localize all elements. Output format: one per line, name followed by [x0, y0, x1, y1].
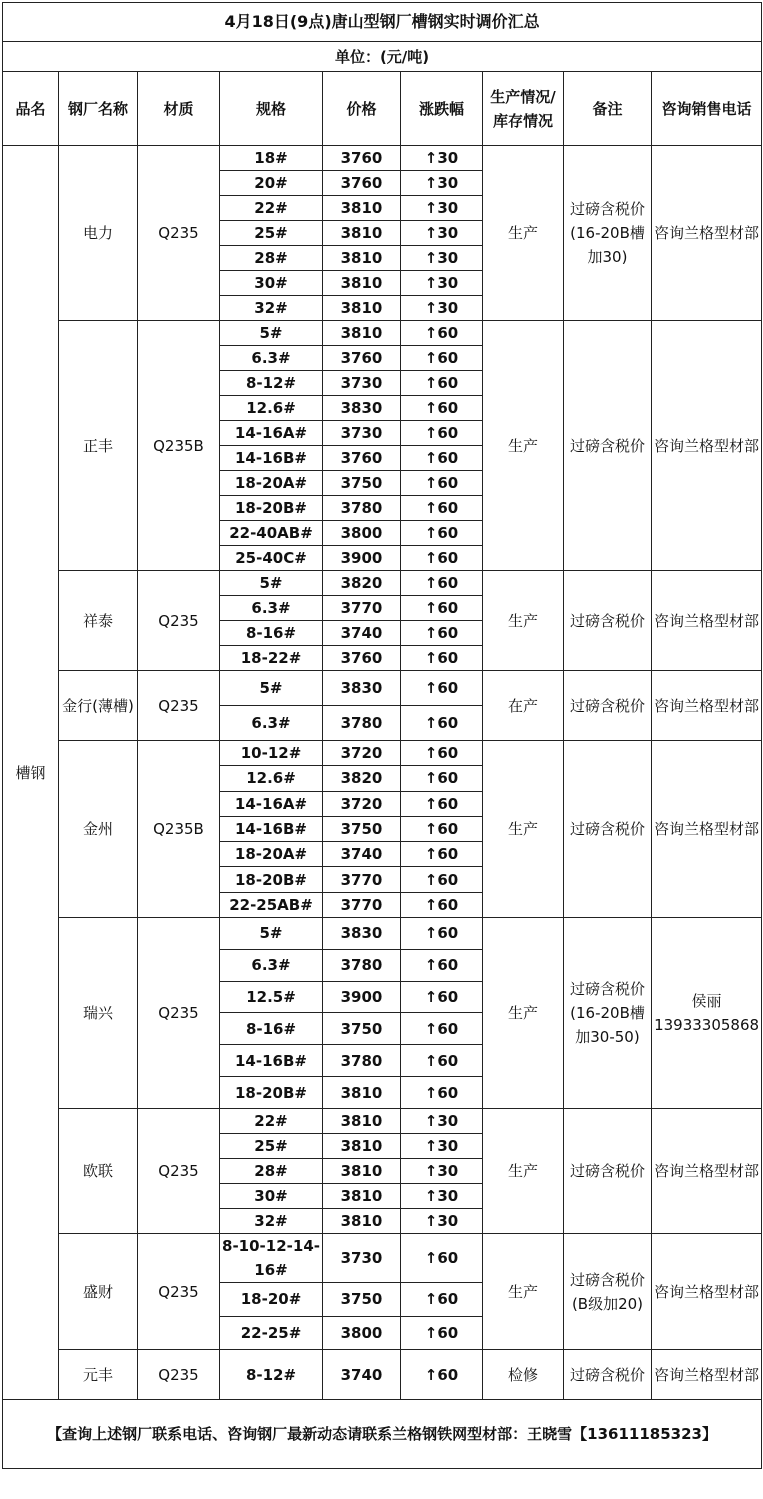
- price-cell: 3810: [323, 1208, 401, 1233]
- header-remark: 备注: [564, 72, 652, 146]
- price-cell: 3810: [323, 271, 401, 296]
- change-cell: ↑60: [401, 706, 483, 741]
- spec-cell: 18-20A#: [220, 842, 323, 867]
- material-cell: Q235B: [138, 741, 220, 918]
- mill-cell: 金州: [59, 741, 138, 918]
- spec-cell: 18-20B#: [220, 496, 323, 521]
- contact-cell: 咨询兰格型材部: [652, 146, 762, 321]
- spec-cell: 32#: [220, 1208, 323, 1233]
- spec-cell: 22#: [220, 1108, 323, 1133]
- spec-cell: 5#: [220, 571, 323, 596]
- header-status: 生产情况/库存情况: [483, 72, 564, 146]
- table-row: [3, 571, 762, 596]
- spec-cell: 25-40C#: [220, 546, 323, 571]
- price-cell: 3730: [323, 371, 401, 396]
- price-cell: 3760: [323, 346, 401, 371]
- change-cell: ↑30: [401, 1208, 483, 1233]
- change-cell: ↑30: [401, 1158, 483, 1183]
- spec-cell: 14-16B#: [220, 816, 323, 841]
- price-cell: 3810: [323, 1133, 401, 1158]
- table-row: [3, 671, 762, 706]
- spec-cell: 28#: [220, 246, 323, 271]
- mill-cell: 金行(薄槽): [59, 671, 138, 741]
- change-cell: ↑60: [401, 646, 483, 671]
- contact-cell: 咨询兰格型材部: [652, 1350, 762, 1400]
- spec-cell: 8-16#: [220, 1013, 323, 1045]
- spec-cell: 8-10-12-14-16#: [220, 1233, 323, 1282]
- price-cell: 3730: [323, 1233, 401, 1282]
- remark-cell: 过磅含税价(B级加20): [564, 1233, 652, 1349]
- price-cell: 3820: [323, 571, 401, 596]
- price-cell: 3810: [323, 321, 401, 346]
- spec-cell: 8-12#: [220, 371, 323, 396]
- price-cell: 3830: [323, 917, 401, 949]
- table-row: [3, 1350, 762, 1400]
- remark-cell: 过磅含税价: [564, 571, 652, 671]
- price-cell: 3720: [323, 741, 401, 766]
- spec-cell: 12.5#: [220, 981, 323, 1013]
- contact-cell: 咨询兰格型材部: [652, 321, 762, 571]
- spec-cell: 10-12#: [220, 741, 323, 766]
- price-cell: 3770: [323, 596, 401, 621]
- spec-cell: 5#: [220, 671, 323, 706]
- change-cell: ↑60: [401, 981, 483, 1013]
- spec-cell: 25#: [220, 221, 323, 246]
- change-cell: ↑60: [401, 867, 483, 892]
- status-cell: 生产: [483, 146, 564, 321]
- change-cell: ↑60: [401, 421, 483, 446]
- spec-cell: 6.3#: [220, 706, 323, 741]
- contact-cell: 咨询兰格型材部: [652, 1108, 762, 1233]
- status-cell: 生产: [483, 571, 564, 671]
- change-cell: ↑60: [401, 816, 483, 841]
- change-cell: ↑30: [401, 1133, 483, 1158]
- change-cell: ↑60: [401, 571, 483, 596]
- material-cell: Q235: [138, 671, 220, 741]
- change-cell: ↑60: [401, 892, 483, 917]
- price-cell: 3760: [323, 446, 401, 471]
- price-cell: 3760: [323, 646, 401, 671]
- price-cell: 3750: [323, 1013, 401, 1045]
- mill-cell: 欧联: [59, 1108, 138, 1233]
- price-table: [2, 2, 762, 1469]
- change-cell: ↑60: [401, 621, 483, 646]
- change-cell: ↑60: [401, 521, 483, 546]
- remark-cell: 过磅含税价: [564, 671, 652, 741]
- change-cell: ↑60: [401, 671, 483, 706]
- table-row: [3, 321, 762, 346]
- header-price: 价格: [323, 72, 401, 146]
- price-cell: 3900: [323, 981, 401, 1013]
- price-cell: 3810: [323, 1158, 401, 1183]
- header-material: 材质: [138, 72, 220, 146]
- spec-cell: 14-16B#: [220, 1045, 323, 1077]
- contact-cell: 咨询兰格型材部: [652, 571, 762, 671]
- price-cell: 3810: [323, 196, 401, 221]
- change-cell: ↑60: [401, 791, 483, 816]
- header-spec: 规格: [220, 72, 323, 146]
- price-cell: 3810: [323, 221, 401, 246]
- page-title: 4月18日(9点)唐山型钢厂槽钢实时调价汇总: [3, 3, 762, 42]
- spec-cell: 32#: [220, 296, 323, 321]
- status-cell: 生产: [483, 917, 564, 1108]
- price-cell: 3830: [323, 396, 401, 421]
- spec-cell: 30#: [220, 271, 323, 296]
- change-cell: ↑30: [401, 221, 483, 246]
- product-cell: 槽钢: [3, 146, 59, 1400]
- material-cell: Q235: [138, 1233, 220, 1349]
- change-cell: ↑30: [401, 246, 483, 271]
- spec-cell: 14-16B#: [220, 446, 323, 471]
- change-cell: ↑60: [401, 546, 483, 571]
- spec-cell: 5#: [220, 321, 323, 346]
- contact-cell: 侯丽13933305868: [652, 917, 762, 1108]
- header-contact: 咨询销售电话: [652, 72, 762, 146]
- spec-cell: 14-16A#: [220, 421, 323, 446]
- material-cell: Q235: [138, 917, 220, 1108]
- change-cell: ↑60: [401, 1282, 483, 1316]
- spec-cell: 6.3#: [220, 346, 323, 371]
- status-cell: 检修: [483, 1350, 564, 1400]
- spec-cell: 18#: [220, 146, 323, 171]
- material-cell: Q235B: [138, 321, 220, 571]
- spec-cell: 8-16#: [220, 621, 323, 646]
- price-cell: 3740: [323, 1350, 401, 1400]
- header-change: 涨跌幅: [401, 72, 483, 146]
- price-cell: 3740: [323, 621, 401, 646]
- spec-cell: 8-12#: [220, 1350, 323, 1400]
- change-cell: ↑60: [401, 842, 483, 867]
- change-cell: ↑60: [401, 949, 483, 981]
- price-cell: 3750: [323, 471, 401, 496]
- spec-cell: 20#: [220, 171, 323, 196]
- price-cell: 3810: [323, 296, 401, 321]
- change-cell: ↑60: [401, 496, 483, 521]
- change-cell: ↑60: [401, 1233, 483, 1282]
- price-cell: 3820: [323, 766, 401, 791]
- price-cell: 3720: [323, 791, 401, 816]
- price-cell: 3750: [323, 1282, 401, 1316]
- table-row: [3, 1233, 762, 1282]
- spec-cell: 22-25#: [220, 1316, 323, 1350]
- change-cell: ↑30: [401, 1108, 483, 1133]
- footer-note: 【查询上述钢厂联系电话、咨询钢厂最新动态请联系兰格钢铁网型材部：王晓雪【13611185323】: [3, 1400, 762, 1469]
- mill-cell: 盛财: [59, 1233, 138, 1349]
- spec-cell: 14-16A#: [220, 791, 323, 816]
- material-cell: Q235: [138, 1350, 220, 1400]
- change-cell: ↑30: [401, 1183, 483, 1208]
- table-row: [3, 146, 762, 171]
- status-cell: 生产: [483, 321, 564, 571]
- mill-cell: 瑞兴: [59, 917, 138, 1108]
- change-cell: ↑30: [401, 271, 483, 296]
- material-cell: Q235: [138, 571, 220, 671]
- unit-label: 单位：(元/吨): [3, 42, 762, 72]
- price-cell: 3780: [323, 706, 401, 741]
- contact-cell: 咨询兰格型材部: [652, 741, 762, 918]
- price-cell: 3780: [323, 949, 401, 981]
- table-row: [3, 917, 762, 949]
- contact-cell: 咨询兰格型材部: [652, 671, 762, 741]
- change-cell: ↑60: [401, 917, 483, 949]
- table-row: [3, 1108, 762, 1133]
- change-cell: ↑60: [401, 446, 483, 471]
- contact-cell: 咨询兰格型材部: [652, 1233, 762, 1349]
- status-cell: 在产: [483, 671, 564, 741]
- price-cell: 3760: [323, 171, 401, 196]
- remark-cell: 过磅含税价: [564, 1108, 652, 1233]
- remark-cell: 过磅含税价(16-20B槽加30): [564, 146, 652, 321]
- change-cell: ↑30: [401, 146, 483, 171]
- remark-cell: 过磅含税价(16-20B槽加30-50): [564, 917, 652, 1108]
- price-cell: 3800: [323, 1316, 401, 1350]
- change-cell: ↑60: [401, 1045, 483, 1077]
- price-cell: 3810: [323, 1183, 401, 1208]
- change-cell: ↑30: [401, 171, 483, 196]
- spec-cell: 6.3#: [220, 596, 323, 621]
- spec-cell: 18-20B#: [220, 867, 323, 892]
- spec-cell: 30#: [220, 1183, 323, 1208]
- price-cell: 3800: [323, 521, 401, 546]
- change-cell: ↑60: [401, 596, 483, 621]
- remark-cell: 过磅含税价: [564, 1350, 652, 1400]
- spec-cell: 18-20A#: [220, 471, 323, 496]
- change-cell: ↑60: [401, 371, 483, 396]
- price-cell: 3780: [323, 1045, 401, 1077]
- price-cell: 3810: [323, 246, 401, 271]
- spec-cell: 6.3#: [220, 949, 323, 981]
- header-mill: 钢厂名称: [59, 72, 138, 146]
- price-cell: 3730: [323, 421, 401, 446]
- price-cell: 3770: [323, 867, 401, 892]
- change-cell: ↑60: [401, 1350, 483, 1400]
- price-cell: 3810: [323, 1077, 401, 1109]
- price-cell: 3780: [323, 496, 401, 521]
- change-cell: ↑60: [401, 1077, 483, 1109]
- change-cell: ↑60: [401, 1316, 483, 1350]
- spec-cell: 18-20#: [220, 1282, 323, 1316]
- spec-cell: 18-22#: [220, 646, 323, 671]
- change-cell: ↑60: [401, 346, 483, 371]
- spec-cell: 22#: [220, 196, 323, 221]
- mill-cell: 电力: [59, 146, 138, 321]
- status-cell: 生产: [483, 1108, 564, 1233]
- spec-cell: 12.6#: [220, 396, 323, 421]
- price-cell: 3830: [323, 671, 401, 706]
- spec-cell: 22-40AB#: [220, 521, 323, 546]
- mill-cell: 元丰: [59, 1350, 138, 1400]
- price-cell: 3740: [323, 842, 401, 867]
- change-cell: ↑60: [401, 766, 483, 791]
- price-cell: 3770: [323, 892, 401, 917]
- change-cell: ↑30: [401, 296, 483, 321]
- spec-cell: 18-20B#: [220, 1077, 323, 1109]
- mill-cell: 祥泰: [59, 571, 138, 671]
- remark-cell: 过磅含税价: [564, 741, 652, 918]
- status-cell: 生产: [483, 741, 564, 918]
- spec-cell: 22-25AB#: [220, 892, 323, 917]
- material-cell: Q235: [138, 146, 220, 321]
- spec-cell: 12.6#: [220, 766, 323, 791]
- price-cell: 3810: [323, 1108, 401, 1133]
- mill-cell: 正丰: [59, 321, 138, 571]
- price-cell: 3750: [323, 816, 401, 841]
- price-cell: 3900: [323, 546, 401, 571]
- spec-cell: 25#: [220, 1133, 323, 1158]
- change-cell: ↑60: [401, 396, 483, 421]
- status-cell: 生产: [483, 1233, 564, 1349]
- spec-cell: 28#: [220, 1158, 323, 1183]
- change-cell: ↑30: [401, 196, 483, 221]
- change-cell: ↑60: [401, 321, 483, 346]
- remark-cell: 过磅含税价: [564, 321, 652, 571]
- header-product: 品名: [3, 72, 59, 146]
- change-cell: ↑60: [401, 1013, 483, 1045]
- table-row: [3, 741, 762, 766]
- change-cell: ↑60: [401, 741, 483, 766]
- material-cell: Q235: [138, 1108, 220, 1233]
- change-cell: ↑60: [401, 471, 483, 496]
- spec-cell: 5#: [220, 917, 323, 949]
- price-cell: 3760: [323, 146, 401, 171]
